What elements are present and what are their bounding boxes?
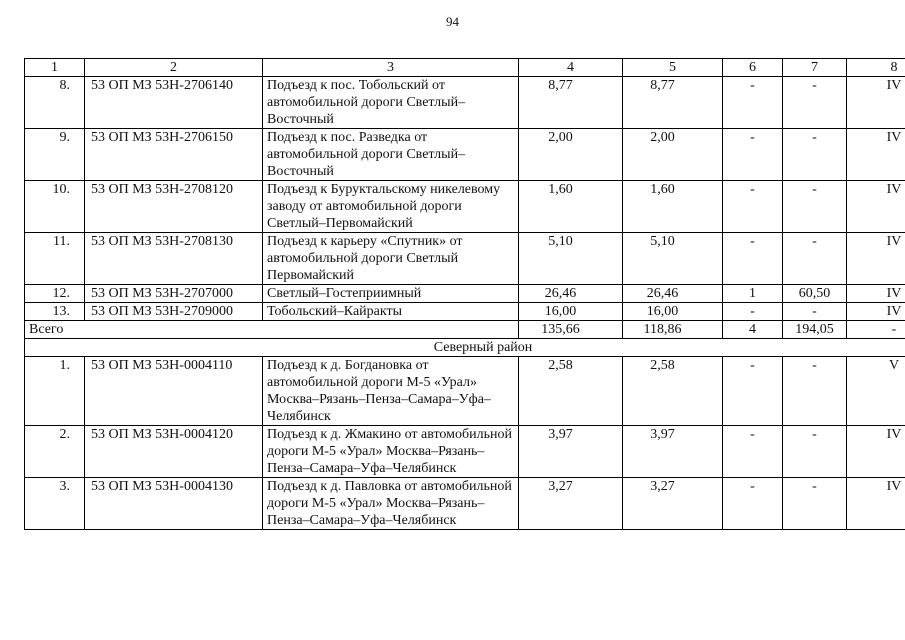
section-title: Северный район xyxy=(25,339,905,357)
bridges-length: - xyxy=(783,181,847,233)
road-category: IV xyxy=(847,285,905,303)
bridges-length: - xyxy=(783,303,847,321)
bridges-count: - xyxy=(723,426,783,478)
row-number: 9. xyxy=(25,129,85,181)
road-name: Подъезд к д. Жмакино от автомобильной дороги М-5 «Урал» Москва–Рязань–Пенза–Самара–Уфа–Челябинск xyxy=(263,426,519,478)
col-header-3: 3 xyxy=(263,59,519,77)
table-row xyxy=(25,478,905,530)
road-name: Подъезд к д. Павловка от автомобильной дороги М-5 «Урал» Москва–Рязань–Пенза–Самара–Уфа–Челябинск xyxy=(263,478,519,530)
col-header-8: 8 xyxy=(847,59,905,77)
row-number: 8. xyxy=(25,77,85,129)
row-number: 10. xyxy=(25,181,85,233)
length-total: 2,58 xyxy=(519,357,623,426)
total-c8: - xyxy=(847,321,905,339)
table-row xyxy=(25,303,905,321)
total-c7: 194,05 xyxy=(783,321,847,339)
road-category: IV xyxy=(847,303,905,321)
table-row xyxy=(25,285,905,303)
col-header-5: 5 xyxy=(623,59,723,77)
bridges-count: - xyxy=(723,129,783,181)
road-name: Светлый–Гостеприимный xyxy=(263,285,519,303)
road-code: 53 ОП МЗ 53Н-0004130 xyxy=(85,478,263,530)
road-code: 53 ОП МЗ 53Н-2709000 xyxy=(85,303,263,321)
road-code: 53 ОП МЗ 53Н-0004110 xyxy=(85,357,263,426)
road-category: IV xyxy=(847,181,905,233)
road-category: IV xyxy=(847,478,905,530)
col-header-7: 7 xyxy=(783,59,847,77)
table-row xyxy=(25,181,905,233)
length-total: 16,00 xyxy=(519,303,623,321)
total-c4: 135,66 xyxy=(519,321,623,339)
bridges-length: 60,50 xyxy=(783,285,847,303)
road-name: Подъезд к пос. Разведка от автомобильной дороги Светлый–Восточный xyxy=(263,129,519,181)
roads-table xyxy=(24,58,905,530)
road-code: 53 ОП МЗ 53Н-0004120 xyxy=(85,426,263,478)
road-name: Тобольский–Кайракты xyxy=(263,303,519,321)
road-name: Подъезд к д. Богдановка от автомобильной дороги М-5 «Урал» Москва–Рязань–Пенза–Самара–Уфа–Челябинск xyxy=(263,357,519,426)
col-header-6: 6 xyxy=(723,59,783,77)
length-regional: 3,27 xyxy=(623,478,723,530)
page-number: 94 xyxy=(446,14,459,29)
bridges-count: - xyxy=(723,233,783,285)
length-total: 1,60 xyxy=(519,181,623,233)
total-row xyxy=(25,321,905,339)
road-category: IV xyxy=(847,426,905,478)
bridges-count: - xyxy=(723,77,783,129)
table-row xyxy=(25,233,905,285)
road-category: V xyxy=(847,357,905,426)
length-regional: 3,97 xyxy=(623,426,723,478)
row-number: 3. xyxy=(25,478,85,530)
length-regional: 16,00 xyxy=(623,303,723,321)
length-regional: 26,46 xyxy=(623,285,723,303)
length-total: 5,10 xyxy=(519,233,623,285)
header-row xyxy=(25,59,905,77)
length-total: 2,00 xyxy=(519,129,623,181)
row-number: 13. xyxy=(25,303,85,321)
table-row xyxy=(25,426,905,478)
bridges-count: - xyxy=(723,181,783,233)
bridges-length: - xyxy=(783,357,847,426)
table-row xyxy=(25,129,905,181)
length-total: 8,77 xyxy=(519,77,623,129)
col-header-1: 1 xyxy=(25,59,85,77)
length-regional: 8,77 xyxy=(623,77,723,129)
table-row xyxy=(25,77,905,129)
length-regional: 1,60 xyxy=(623,181,723,233)
bridges-count: - xyxy=(723,303,783,321)
total-label: Всего xyxy=(25,321,519,339)
length-regional: 5,10 xyxy=(623,233,723,285)
total-c6: 4 xyxy=(723,321,783,339)
road-code: 53 ОП МЗ 53Н-2706140 xyxy=(85,77,263,129)
bridges-count: 1 xyxy=(723,285,783,303)
bridges-count: - xyxy=(723,478,783,530)
length-total: 3,27 xyxy=(519,478,623,530)
row-number: 12. xyxy=(25,285,85,303)
road-code: 53 ОП МЗ 53Н-2706150 xyxy=(85,129,263,181)
road-code: 53 ОП МЗ 53Н-2707000 xyxy=(85,285,263,303)
bridges-length: - xyxy=(783,478,847,530)
section-row xyxy=(25,339,905,357)
row-number: 1. xyxy=(25,357,85,426)
length-total: 26,46 xyxy=(519,285,623,303)
length-regional: 2,00 xyxy=(623,129,723,181)
road-code: 53 ОП МЗ 53Н-2708120 xyxy=(85,181,263,233)
road-category: IV xyxy=(847,129,905,181)
col-header-4: 4 xyxy=(519,59,623,77)
road-category: IV xyxy=(847,233,905,285)
row-number: 2. xyxy=(25,426,85,478)
table-row xyxy=(25,357,905,426)
col-header-2: 2 xyxy=(85,59,263,77)
bridges-length: - xyxy=(783,77,847,129)
road-category: IV xyxy=(847,77,905,129)
length-total: 3,97 xyxy=(519,426,623,478)
length-regional: 2,58 xyxy=(623,357,723,426)
road-name: Подъезд к карьеру «Спутник» от автомобильной дороги Светлый Первомайский xyxy=(263,233,519,285)
bridges-count: - xyxy=(723,357,783,426)
road-name: Подъезд к пос. Тобольский от автомобильной дороги Светлый–Восточный xyxy=(263,77,519,129)
total-c5: 118,86 xyxy=(623,321,723,339)
bridges-length: - xyxy=(783,129,847,181)
row-number: 11. xyxy=(25,233,85,285)
road-code: 53 ОП МЗ 53Н-2708130 xyxy=(85,233,263,285)
bridges-length: - xyxy=(783,233,847,285)
road-name: Подъезд к Буруктальскому никелевому заводу от автомобильной дороги Светлый–Первомайский xyxy=(263,181,519,233)
bridges-length: - xyxy=(783,426,847,478)
